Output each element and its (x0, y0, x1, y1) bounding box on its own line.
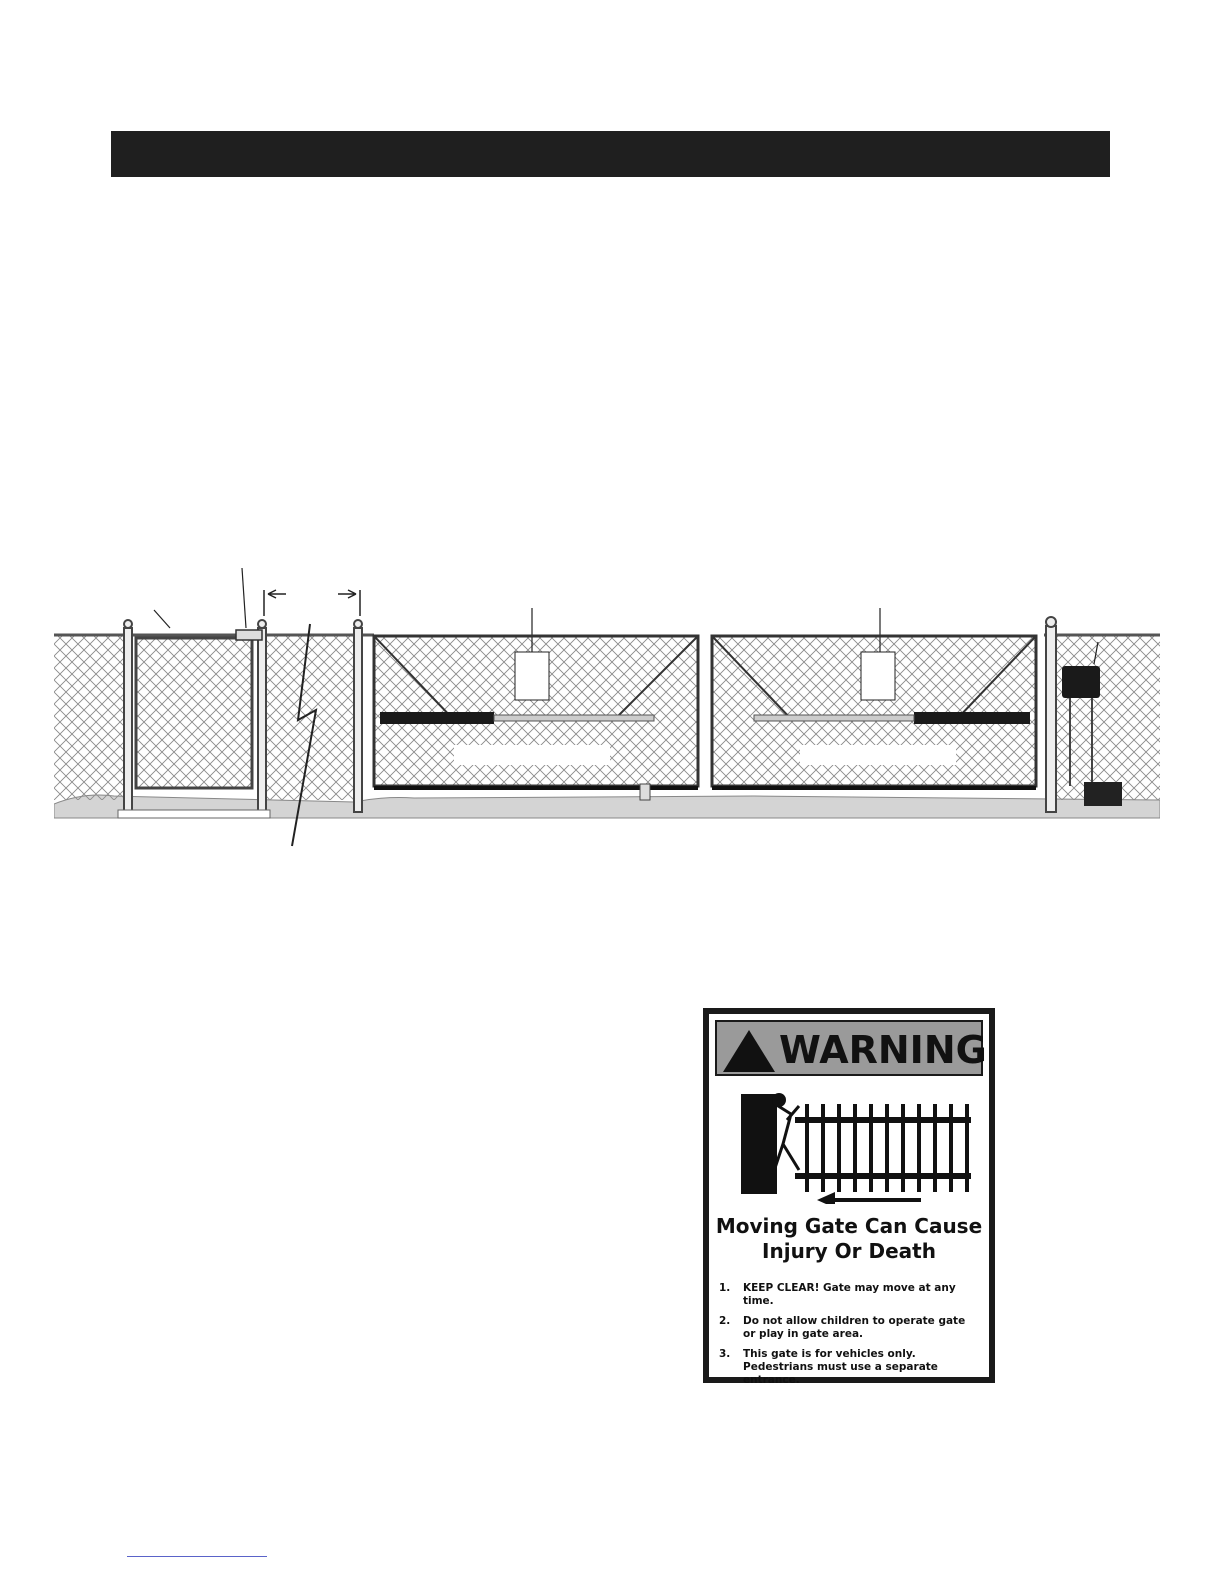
fence-post (354, 628, 362, 812)
gate-post-left (1046, 626, 1056, 812)
warning-sign-header (715, 1020, 987, 1076)
headline-line-2: Injury Or Death (762, 1239, 936, 1263)
fence-fabric-mid (262, 636, 358, 800)
sidewalk (118, 810, 270, 818)
pedestrian-gate-fabric (136, 638, 252, 788)
warning-instructions-list (719, 1282, 981, 1394)
fence-post (258, 628, 266, 812)
footer-link-underline[interactable] (127, 1556, 267, 1557)
warning-sign (703, 1008, 995, 1386)
warning-triangle-icon (721, 1028, 777, 1074)
fence-fabric-right (1050, 636, 1160, 800)
control-box (1062, 666, 1100, 698)
warning-sign-headline (709, 1214, 989, 1264)
fence-post (124, 628, 132, 812)
list-item: 3. This gate is for vehicles only. Pedestrians must use a separate entrance. (719, 1348, 938, 1386)
gate-installation-illustration (54, 560, 1160, 850)
warning-sign-small (861, 652, 895, 700)
headline-line-1: Moving Gate Can Cause (715, 1214, 983, 1238)
warning-sign-small (515, 652, 549, 700)
gate-stop (640, 784, 650, 800)
list-item: 1. KEEP CLEAR! Gate may move at any time. (719, 1282, 956, 1307)
section-header-bar (111, 131, 1110, 177)
gate-latch-device (236, 630, 262, 640)
fence-fabric-left (54, 636, 124, 800)
warning-sign-title: WARNING (779, 1028, 987, 1072)
gate-opener-arm-right (914, 712, 1030, 724)
gate-hazard-pictogram (735, 1084, 975, 1204)
gate-opener-arm-left (380, 712, 494, 724)
list-item: 2. Do not allow children to operate gate or play in gate area. (719, 1315, 966, 1340)
battery (1084, 782, 1122, 806)
